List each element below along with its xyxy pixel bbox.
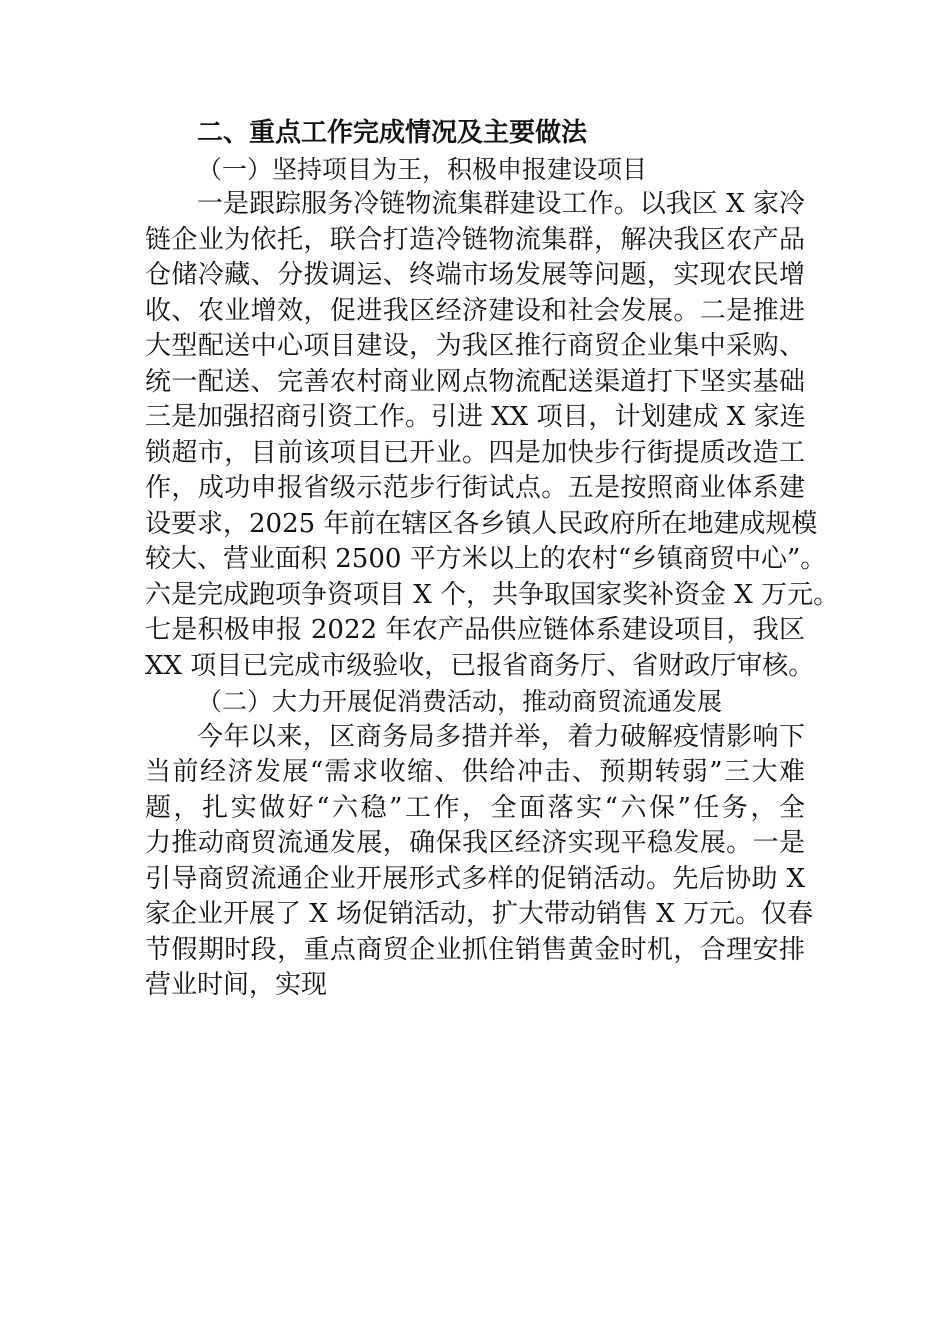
paragraph-line: 收、农业增效，促进我区经济建设和社会发展。二是推进 [145,295,805,326]
paragraph-line: 仓储冷藏、分拨调运、终端市场发展等问题，实现农民增 [145,260,805,290]
paragraph-line: 链企业为依托，联合打造冷链物流集群，解决我区农产品 [145,224,805,255]
paragraph-line: 设要求，2025 年前在辖区各乡镇人民政府所在地建成规模 [145,508,818,539]
paragraph-line: 当前经济发展“需求收缩、供给冲击、预期转弱”三大难 [145,757,805,787]
paragraph-line: 大型配送中心项目建设，为我区推行商贸企业集中采购、 [145,331,805,361]
document-body [145,116,840,1004]
section-heading: 二、重点工作完成情况及主要做法 [197,118,588,148]
paragraph-line: 作，成功申报省级示范步行街试点。五是按照商业体系建 [145,473,805,503]
paragraph-line: XX 项目已完成市级验收，已报省商务厅、省财政厅审核。 [145,650,815,681]
paragraph-line: 一是跟踪服务冷链物流集群建设工作。以我区 X 家冷 [197,189,805,219]
subsection-title-1: （一）坚持项目为王，积极申报建设项目 [197,154,648,184]
paragraph-line: 节假期时段，重点商贸企业抓住销售黄金时机，合理安排 [145,934,805,965]
subsection-title-2: （二）大力开展促消费活动，推动商贸流通发展 [197,687,723,716]
paragraph-line: 题，扎实做好“六稳”工作，全面落实“六保”任务，全 [145,792,805,823]
paragraph-line: 引导商贸流通企业开展形式多样的促销活动。先后协助 X [145,863,805,894]
paragraph-line: 营业时间，实现 [145,970,328,1000]
paragraph-line: 六是完成跑项争资项目 X 个，共争取国家奖补资金 X 万元。 [145,579,840,610]
paragraph-line: 家企业开展了 X 场促销活动，扩大带动销售 X 万元。仅春 [145,899,814,929]
paragraph-line: 七是积极申报 2022 年农产品供应链体系建设项目，我区 [145,615,805,645]
paragraph-line: 三是加强招商引资工作。引进 XX 项目，计划建成 X 家连 [145,402,806,432]
paragraph-line: 锁超市，目前该项目已开业。四是加快步行街提质改造工 [145,437,805,468]
paragraph-line: 力推动商贸流通发展，确保我区经济实现平稳发展。一是 [145,828,805,858]
paragraph-line: 较大、营业面积 2500 平方米以上的农村“乡镇商贸中心”。 [145,544,827,574]
paragraph-line: 今年以来，区商务局多措并举，着力破解疫情影响下 [197,721,805,752]
paragraph-line: 统一配送、完善农村商业网点物流配送渠道打下坚实基础 [145,366,805,397]
